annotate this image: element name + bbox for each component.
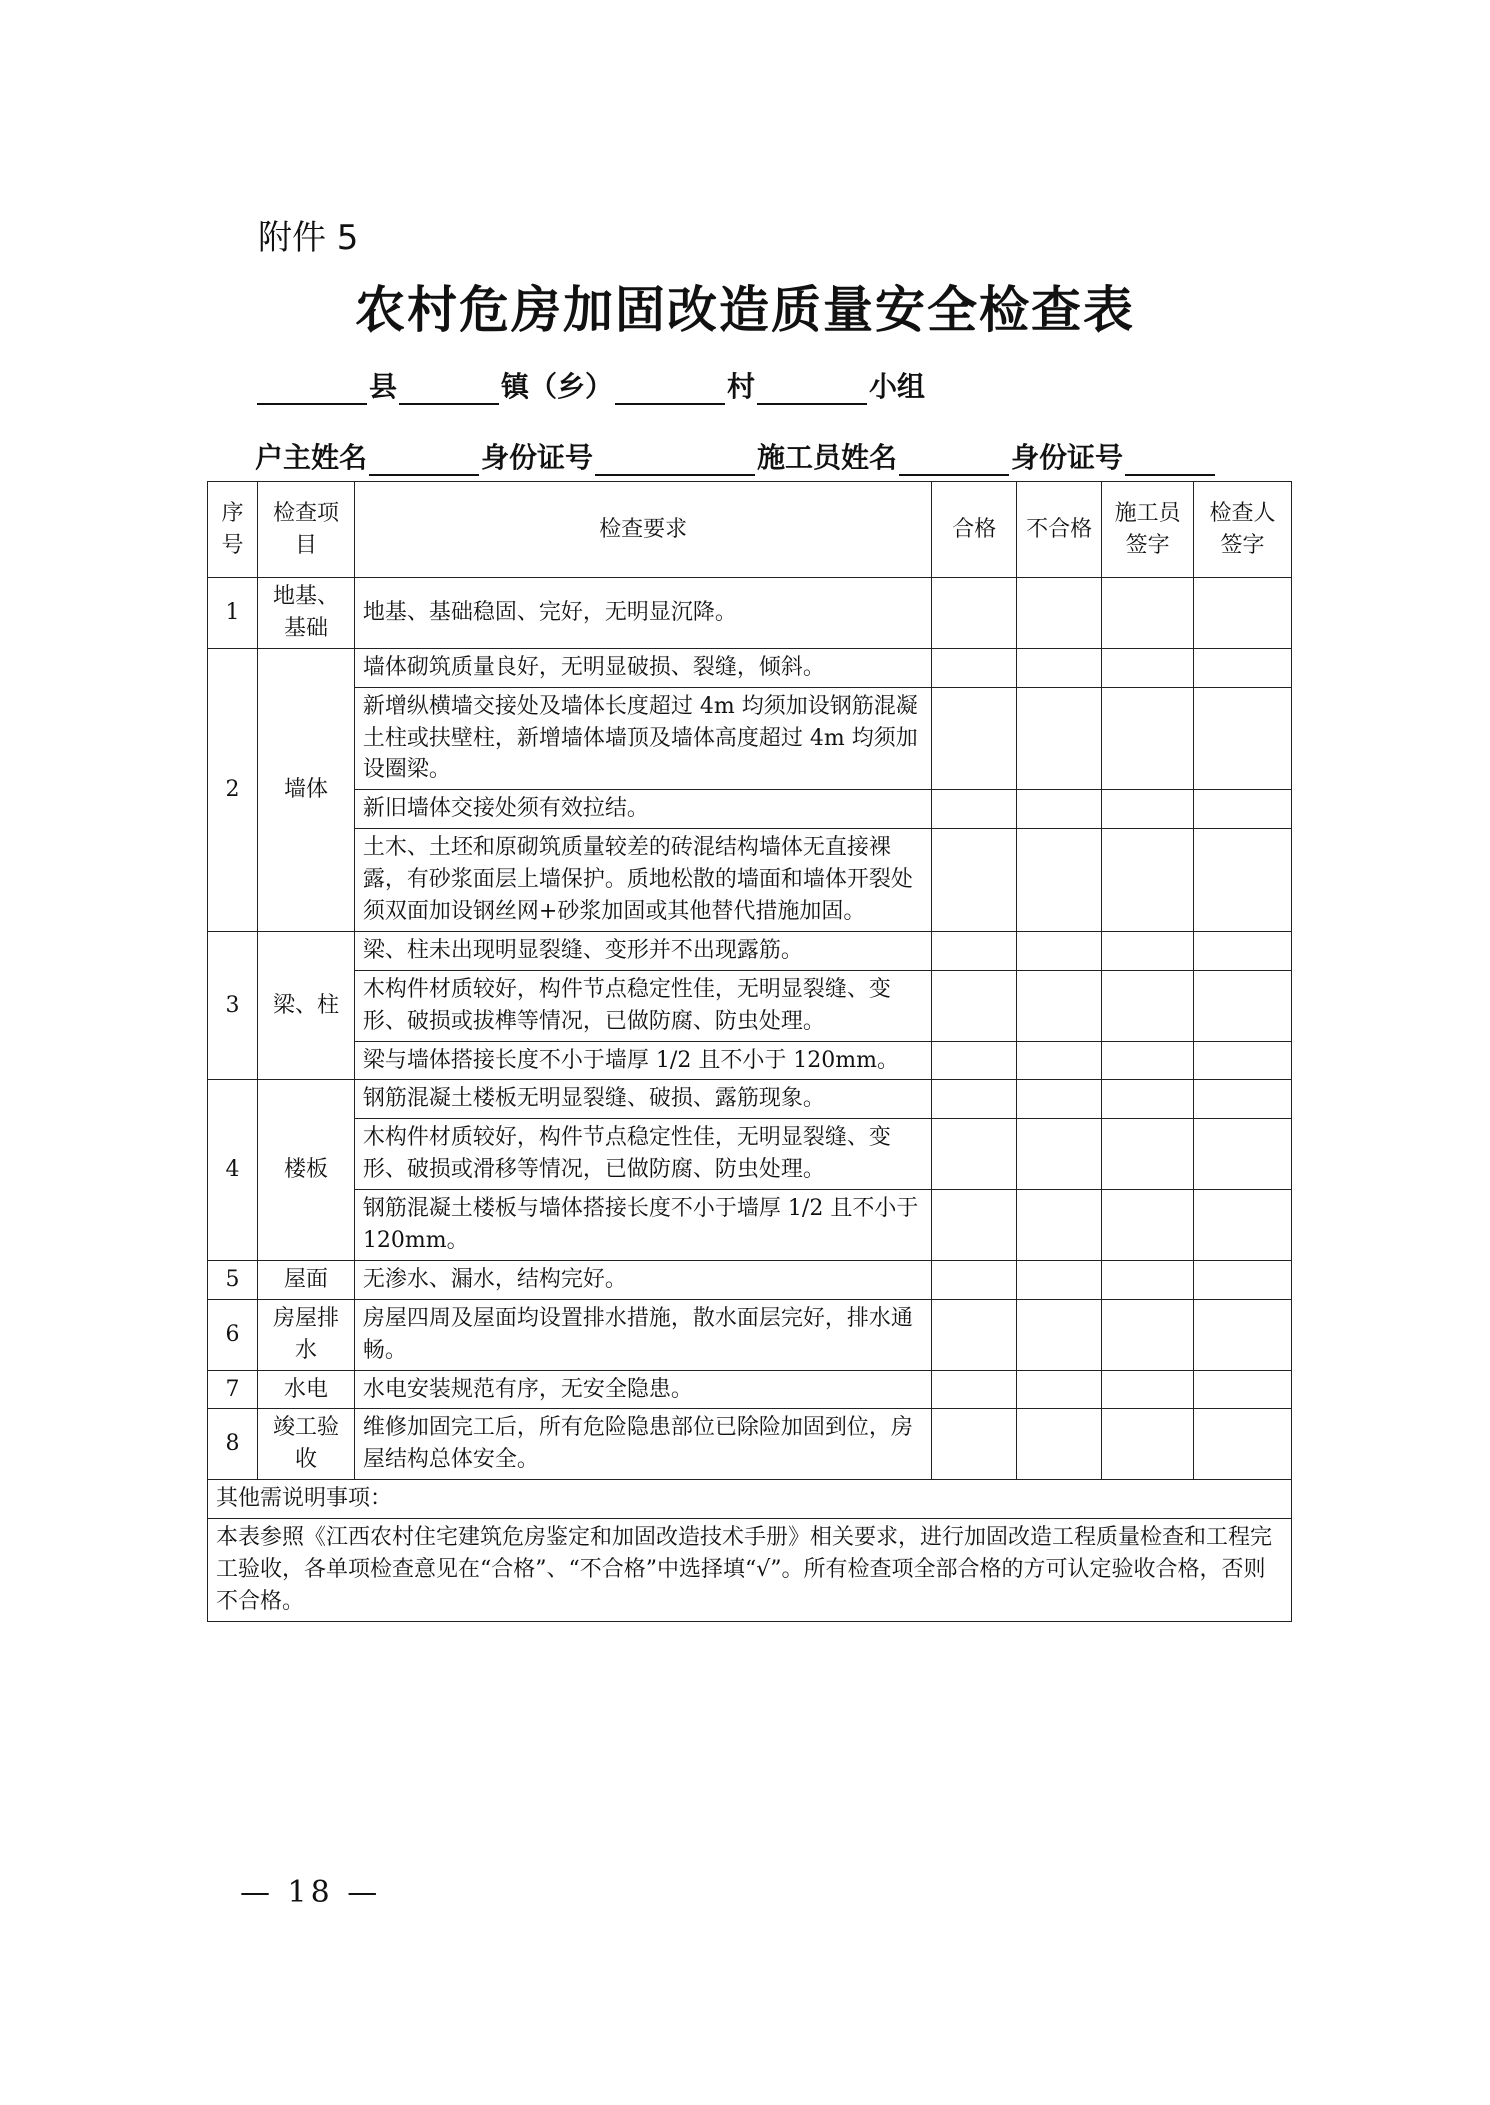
row-seq: 1: [208, 578, 258, 649]
table-row: [208, 648, 1292, 687]
inspector-sign-cell[interactable]: [1194, 1299, 1292, 1370]
row-requirement: 梁、柱未出现明显裂缝、变形并不出现露筋。: [354, 931, 931, 970]
inspector-sign-cell[interactable]: [1194, 578, 1292, 649]
row-requirement: 地基、基础稳固、完好，无明显沉降。: [354, 578, 931, 649]
builder-sign-cell[interactable]: [1102, 931, 1194, 970]
fail-cell[interactable]: [1017, 1080, 1102, 1119]
inspector-sign-cell[interactable]: [1194, 1409, 1292, 1480]
inspector-sign-cell[interactable]: [1194, 931, 1292, 970]
header-seq: 序号: [208, 482, 258, 578]
pass-cell[interactable]: [932, 648, 1017, 687]
fail-cell[interactable]: [1017, 1409, 1102, 1480]
header-fail: 不合格: [1017, 482, 1102, 578]
fail-cell[interactable]: [1017, 931, 1102, 970]
fail-cell[interactable]: [1017, 1299, 1102, 1370]
builder-name-label: 施工员姓名: [757, 441, 898, 474]
town-label: 镇（乡）: [501, 370, 614, 403]
row-requirement: 无渗水、漏水，结构完好。: [354, 1260, 931, 1299]
pass-cell[interactable]: [932, 931, 1017, 970]
owner-id-blank[interactable]: [595, 446, 755, 476]
other-notes-row: [208, 1480, 1292, 1519]
table-row: [208, 1080, 1292, 1119]
builder-sign-cell[interactable]: [1102, 648, 1194, 687]
village-label: 村: [727, 370, 756, 403]
inspector-sign-cell[interactable]: [1194, 790, 1292, 829]
row-requirement: 梁与墙体搭接长度不小于墙厚 1/2 且不小于 120mm。: [354, 1041, 931, 1080]
builder-id-blank[interactable]: [1125, 446, 1215, 476]
table-row: [208, 790, 1292, 829]
builder-sign-cell[interactable]: [1102, 1370, 1194, 1409]
fail-cell[interactable]: [1017, 829, 1102, 932]
inspector-sign-cell[interactable]: [1194, 1370, 1292, 1409]
inspector-sign-cell[interactable]: [1194, 1190, 1292, 1261]
table-body: [208, 578, 1292, 1480]
row-requirement: 房屋四周及屋面均设置排水措施，散水面层完好，排水通畅。: [354, 1299, 931, 1370]
row-seq: 5: [208, 1260, 258, 1299]
fail-cell[interactable]: [1017, 1119, 1102, 1190]
inspector-sign-cell[interactable]: [1194, 1260, 1292, 1299]
row-item: 楼板: [257, 1080, 354, 1260]
inspector-sign-cell[interactable]: [1194, 1041, 1292, 1080]
row-requirement: 维修加固完工后，所有危险隐患部位已除险加固到位，房屋结构总体安全。: [354, 1409, 931, 1480]
inspector-sign-cell[interactable]: [1194, 970, 1292, 1041]
row-item: 地基、基础: [257, 578, 354, 649]
table-row: [208, 931, 1292, 970]
fail-cell[interactable]: [1017, 687, 1102, 790]
row-requirement: 新增纵横墙交接处及墙体长度超过 4m 均须加设钢筋混凝土柱或扶壁柱，新增墙体墙顶及墙体高度超过 4m 均须加设圈梁。: [354, 687, 931, 790]
owner-name-label: 户主姓名: [255, 441, 368, 474]
pass-cell[interactable]: [932, 970, 1017, 1041]
table-row: [208, 829, 1292, 932]
pass-cell[interactable]: [932, 578, 1017, 649]
row-item: 梁、柱: [257, 931, 354, 1080]
table-row: [208, 1041, 1292, 1080]
pass-cell[interactable]: [932, 1190, 1017, 1261]
pass-cell[interactable]: [932, 1370, 1017, 1409]
table-row: [208, 1119, 1292, 1190]
builder-sign-cell[interactable]: [1102, 1119, 1194, 1190]
town-blank[interactable]: [399, 375, 499, 405]
builder-sign-cell[interactable]: [1102, 1190, 1194, 1261]
row-seq: 8: [208, 1409, 258, 1480]
row-requirement: 钢筋混凝土楼板无明显裂缝、破损、露筋现象。: [354, 1080, 931, 1119]
row-requirement: 木构件材质较好，构件节点稳定性佳，无明显裂缝、变形、破损或滑移等情况，已做防腐、防虫处理。: [354, 1119, 931, 1190]
inspector-sign-cell[interactable]: [1194, 648, 1292, 687]
fail-cell[interactable]: [1017, 970, 1102, 1041]
pass-cell[interactable]: [932, 1041, 1017, 1080]
builder-sign-cell[interactable]: [1102, 1041, 1194, 1080]
fail-cell[interactable]: [1017, 578, 1102, 649]
pass-cell[interactable]: [932, 1119, 1017, 1190]
fail-cell[interactable]: [1017, 1260, 1102, 1299]
header-inspector-sign: 检查人签字: [1194, 482, 1292, 578]
row-requirement: 木构件材质较好，构件节点稳定性佳，无明显裂缝、变形、破损或拔榫等情况，已做防腐、防虫处理。: [354, 970, 931, 1041]
fail-cell[interactable]: [1017, 1041, 1102, 1080]
page-number: — 18 —: [240, 1875, 382, 1910]
table-row: [208, 1260, 1292, 1299]
group-blank[interactable]: [757, 375, 867, 405]
table-row: [208, 1190, 1292, 1261]
builder-sign-cell[interactable]: [1102, 1409, 1194, 1480]
table-row: [208, 1299, 1292, 1370]
header-builder-sign: 施工员签字: [1102, 482, 1194, 578]
fail-cell[interactable]: [1017, 648, 1102, 687]
header-requirement: 检查要求: [354, 482, 931, 578]
location-line: [255, 365, 925, 405]
header-pass: 合格: [932, 482, 1017, 578]
table-row: [208, 578, 1292, 649]
pass-cell[interactable]: [932, 1409, 1017, 1480]
fail-cell[interactable]: [1017, 790, 1102, 829]
builder-sign-cell[interactable]: [1102, 687, 1194, 790]
footnote: 本表参照《江西农村住宅建筑危房鉴定和加固改造技术手册》相关要求，进行加固改造工程质量检查和工程完工验收，各单项检查意见在“合格”、“不合格”中选择填“√”。所有检查项全部合格的方可认定验收合格，否则不合格。: [208, 1519, 1292, 1622]
page-title: 农村危房加固改造质量安全检查表: [355, 280, 1135, 339]
builder-id-label: 身份证号: [1011, 441, 1124, 474]
pass-cell[interactable]: [932, 1080, 1017, 1119]
table-row: [208, 687, 1292, 790]
row-item: 竣工验收: [257, 1409, 354, 1480]
row-seq: 2: [208, 648, 258, 931]
table-row: [208, 970, 1292, 1041]
row-requirement: 水电安装规范有序，无安全隐患。: [354, 1370, 931, 1409]
owner-id-label: 身份证号: [481, 441, 594, 474]
inspector-sign-cell[interactable]: [1194, 687, 1292, 790]
row-seq: 7: [208, 1370, 258, 1409]
inspector-sign-cell[interactable]: [1194, 1119, 1292, 1190]
owner-name-blank[interactable]: [369, 446, 479, 476]
builder-name-blank[interactable]: [899, 446, 1009, 476]
person-line: [255, 436, 1217, 476]
builder-sign-cell[interactable]: [1102, 970, 1194, 1041]
inspection-table: [207, 481, 1292, 1622]
footnote-row: [208, 1519, 1292, 1622]
county-blank[interactable]: [257, 375, 367, 405]
inspector-sign-cell[interactable]: [1194, 829, 1292, 932]
builder-sign-cell[interactable]: [1102, 829, 1194, 932]
pass-cell[interactable]: [932, 1260, 1017, 1299]
row-seq: 3: [208, 931, 258, 1080]
row-item: 屋面: [257, 1260, 354, 1299]
other-notes[interactable]: 其他需说明事项：: [208, 1480, 1292, 1519]
row-seq: 6: [208, 1299, 258, 1370]
table-row: [208, 1370, 1292, 1409]
attachment-label: 附件 5: [258, 218, 359, 258]
row-item: 房屋排水: [257, 1299, 354, 1370]
builder-sign-cell[interactable]: [1102, 1299, 1194, 1370]
builder-sign-cell[interactable]: [1102, 1260, 1194, 1299]
fail-cell[interactable]: [1017, 1190, 1102, 1261]
row-requirement: 墙体砌筑质量良好，无明显破损、裂缝，倾斜。: [354, 648, 931, 687]
table-row: [208, 1409, 1292, 1480]
builder-sign-cell[interactable]: [1102, 1080, 1194, 1119]
row-requirement: 钢筋混凝土楼板与墙体搭接长度不小于墙厚 1/2 且不小于 120mm。: [354, 1190, 931, 1261]
village-blank[interactable]: [615, 375, 725, 405]
row-item: 水电: [257, 1370, 354, 1409]
table-header-row: [208, 482, 1292, 578]
inspector-sign-cell[interactable]: [1194, 1080, 1292, 1119]
fail-cell[interactable]: [1017, 1370, 1102, 1409]
header-item: 检查项目: [257, 482, 354, 578]
builder-sign-cell[interactable]: [1102, 790, 1194, 829]
pass-cell[interactable]: [932, 687, 1017, 790]
row-requirement: 新旧墙体交接处须有效拉结。: [354, 790, 931, 829]
row-requirement: 土木、土坯和原砌筑质量较差的砖混结构墙体无直接裸露，有砂浆面层上墙保护。质地松散的墙面和墙体开裂处须双面加设钢丝网+砂浆加固或其他替代措施加固。: [354, 829, 931, 932]
county-label: 县: [369, 370, 398, 403]
group-label: 小组: [869, 370, 926, 403]
pass-cell[interactable]: [932, 829, 1017, 932]
pass-cell[interactable]: [932, 790, 1017, 829]
row-seq: 4: [208, 1080, 258, 1260]
builder-sign-cell[interactable]: [1102, 578, 1194, 649]
pass-cell[interactable]: [932, 1299, 1017, 1370]
row-item: 墙体: [257, 648, 354, 931]
